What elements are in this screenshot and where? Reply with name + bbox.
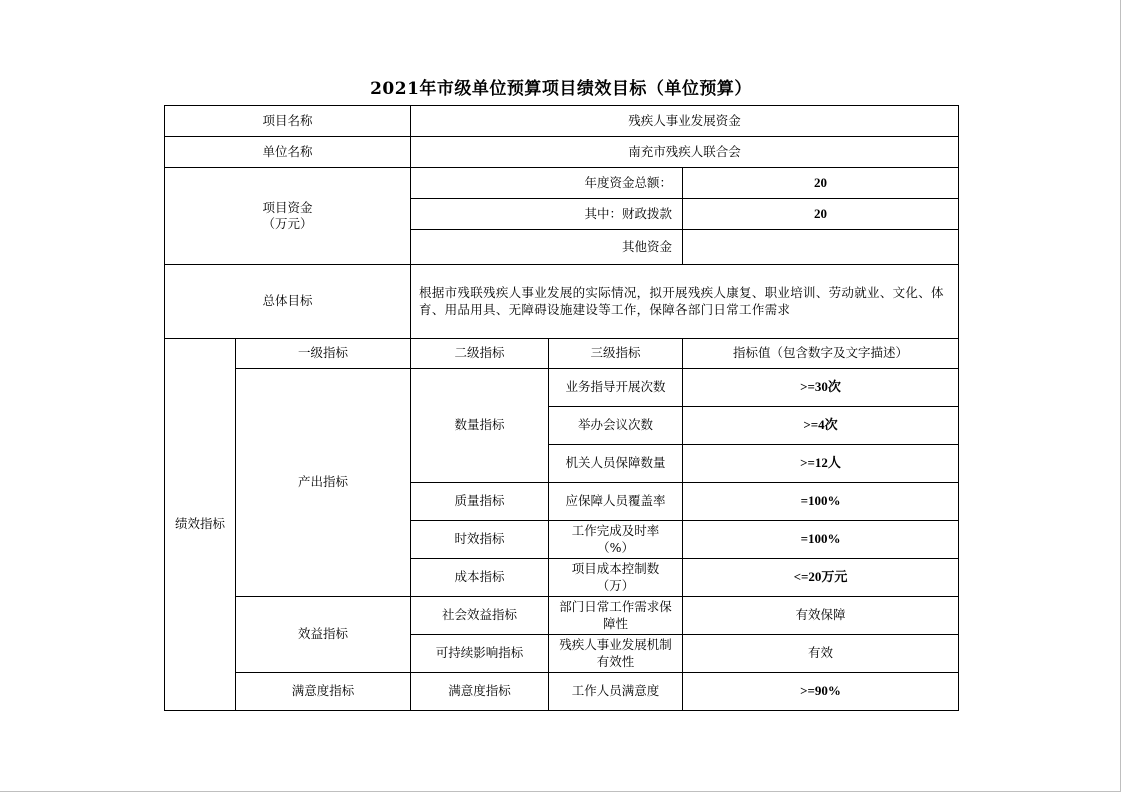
level3-indicator-text: 项目成本控制数（万） — [571, 560, 660, 593]
annual-total-label: 年度资金总额： — [411, 168, 683, 199]
unit-name-value: 南充市残疾人联合会 — [411, 137, 959, 168]
level3-indicator: 举办会议次数 — [549, 407, 683, 445]
header-level3: 三级指标 — [549, 339, 683, 369]
document-title: 2021年市级单位预算项目绩效目标（单位预算） — [370, 79, 752, 99]
level3-indicator — [549, 597, 683, 635]
indicator-header-row — [165, 339, 959, 369]
level2-indicator: 可持续影响指标 — [411, 635, 549, 673]
level2-indicator: 成本指标 — [411, 559, 549, 597]
performance-goal-table — [164, 105, 959, 711]
indicator-value: >=4次 — [683, 407, 959, 445]
project-name-row — [165, 106, 959, 137]
level3-indicator — [549, 521, 683, 559]
table-row — [165, 369, 959, 407]
level2-indicator: 数量指标 — [411, 369, 549, 483]
indicator-value: >=90% — [683, 673, 959, 711]
overall-goal-text: 根据市残联残疾人事业发展的实际情况，拟开展残疾人康复、职业培训、劳动就业、文化、体育、用品用具、无障碍设施建设等工作，保障各部门日常工作需求 — [411, 265, 959, 339]
project-funds-label-line1: 项目资金 — [262, 199, 313, 215]
table-row — [165, 673, 959, 711]
table-row — [165, 597, 959, 635]
annual-total-value: 20 — [683, 168, 959, 199]
level3-indicator — [549, 635, 683, 673]
indicator-value: >=12人 — [683, 445, 959, 483]
unit-name-label: 单位名称 — [165, 137, 411, 168]
indicator-value: 有效保障 — [683, 597, 959, 635]
header-level2: 二级指标 — [411, 339, 549, 369]
other-funds-value — [683, 230, 959, 265]
level3-indicator-text: 工作完成及时率（%） — [571, 522, 660, 555]
level3-indicator: 应保障人员覆盖率 — [549, 483, 683, 521]
project-funds-label-line2: （万元） — [262, 216, 313, 231]
indicator-value: <=20万元 — [683, 559, 959, 597]
indicator-value: =100% — [683, 521, 959, 559]
project-name-value: 残疾人事业发展资金 — [411, 106, 959, 137]
annual-total-row — [165, 168, 959, 199]
project-funds-label — [165, 168, 411, 265]
project-name-label: 项目名称 — [165, 106, 411, 137]
header-value: 指标值（包含数字及文字描述） — [683, 339, 959, 369]
level2-indicator: 质量指标 — [411, 483, 549, 521]
fiscal-allocation-label: 其中：财政拨款 — [411, 199, 683, 230]
level2-indicator: 社会效益指标 — [411, 597, 549, 635]
unit-name-row — [165, 137, 959, 168]
level3-indicator — [549, 559, 683, 597]
satisfaction-indicator-group: 满意度指标 — [236, 673, 411, 711]
indicators-section-label: 绩效指标 — [165, 339, 236, 711]
header-level1: 一级指标 — [236, 339, 411, 369]
indicator-value: 有效 — [683, 635, 959, 673]
fiscal-allocation-value: 20 — [683, 199, 959, 230]
level2-indicator: 满意度指标 — [411, 673, 549, 711]
level3-indicator-text: 部门日常工作需求保障性 — [559, 598, 672, 631]
level3-indicator: 业务指导开展次数 — [549, 369, 683, 407]
output-indicator-group: 产出指标 — [236, 369, 411, 597]
other-funds-label: 其他资金 — [411, 230, 683, 265]
level2-indicator: 时效指标 — [411, 521, 549, 559]
level3-indicator: 工作人员满意度 — [549, 673, 683, 711]
overall-goal-row — [165, 265, 959, 339]
overall-goal-label: 总体目标 — [165, 265, 411, 339]
level3-indicator-text: 残疾人事业发展机制有效性 — [559, 636, 672, 669]
benefit-indicator-group: 效益指标 — [236, 597, 411, 673]
level3-indicator: 机关人员保障数量 — [549, 445, 683, 483]
indicator-value: >=30次 — [683, 369, 959, 407]
indicator-value: =100% — [683, 483, 959, 521]
